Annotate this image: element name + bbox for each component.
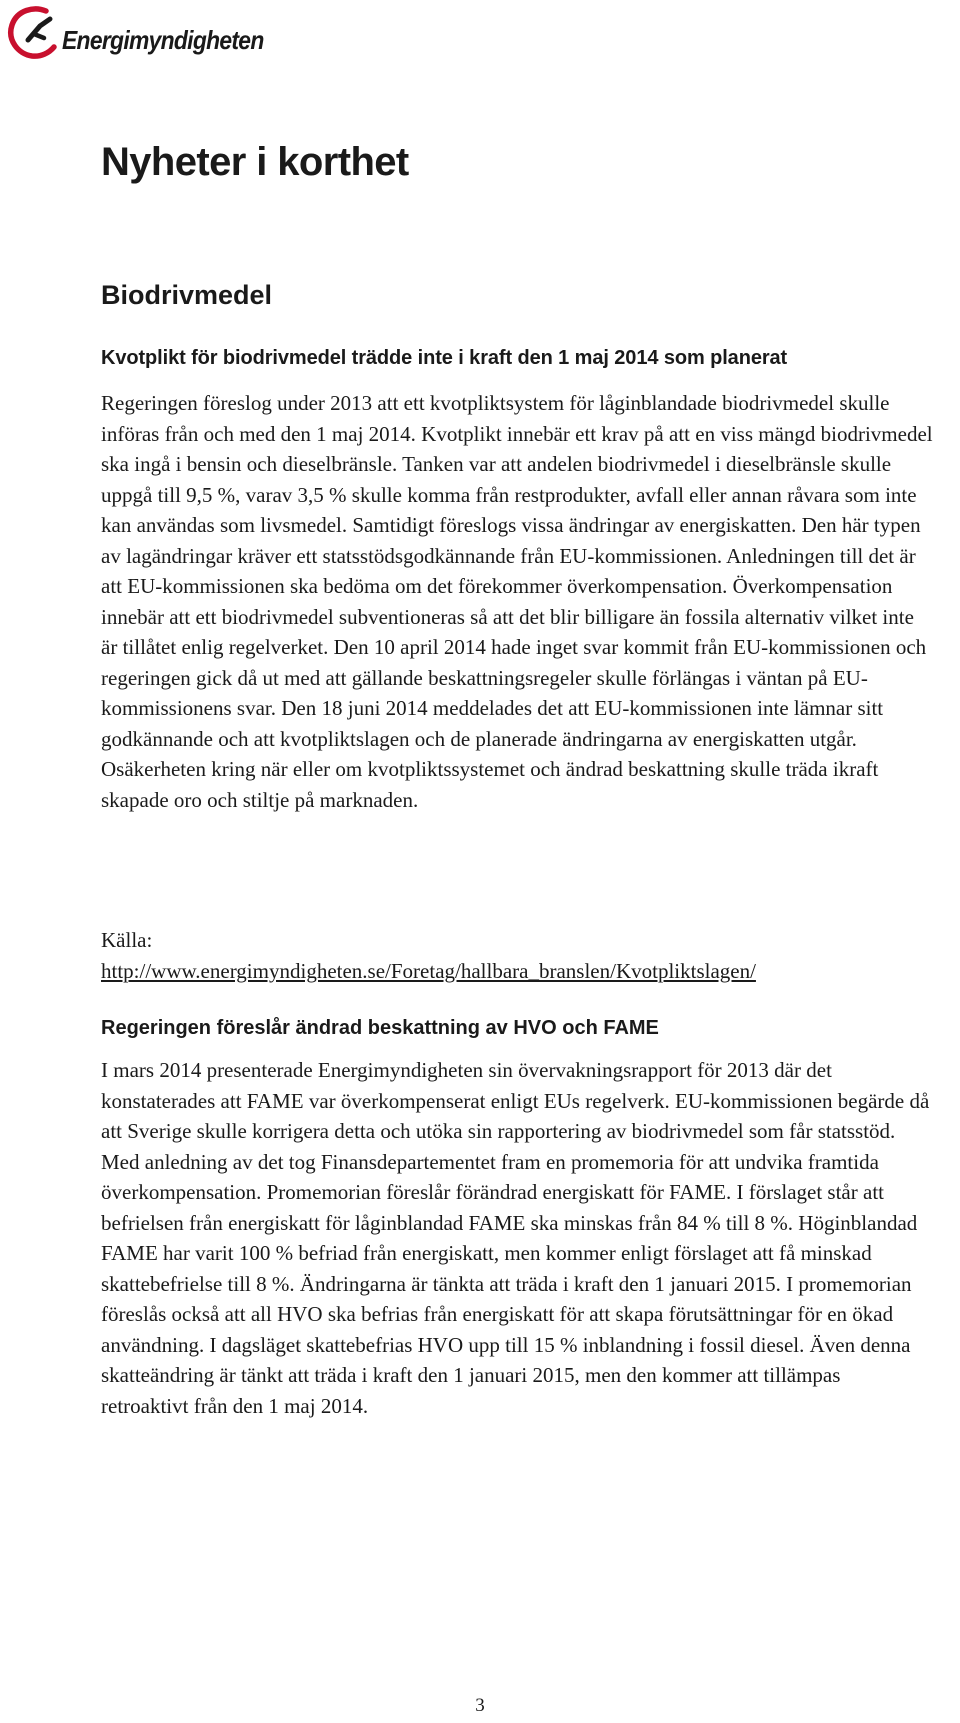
logo: [6, 4, 291, 62]
article2-body: I mars 2014 presenterade Energimyndigheten sin övervakningsrapport för 2013 där det konstaterades att FAME var överkompenserat enligt EUs regelverk. EU-kommissionen begärde då att Sverige skulle korrigera detta och utöka sin rapportering av biodrivmedel som får statsstöd. Med anledning av det tog Finansdepartementet fram en promemoria för att undvika framtida överkompensation. Promemorian föreslår förändrad energiskatt för FAME. I förslaget står att befrielsen från energiskatt för låginblandad FAME ska minskas från 84 % till 8 %. Höginblandad FAME har varit 100 % befriad från energiskatt, men kommer enligt förslaget att få minskad skattebefrielse till 8 %. Ändringarna är tänkta att träda i kraft den 1 januari 2015. I promemorian föreslås också att all HVO ska befrias från energiskatt för att skapa förutsättningar för en ökad användning. I dagsläget skattebefrias HVO upp till 15 % inblandning i fossil diesel. Även denna skatteändring är tänkt att träda i kraft den 1 januari 2015, men den kommer att tillämpas retroaktivt från den 1 maj 2014.: [101, 1058, 930, 1418]
article2-heading: Regeringen föreslår ändrad beskattning av HVO och FAME: [101, 1017, 659, 1039]
page-title: Nyheter i korthet: [101, 140, 409, 184]
source-label: Källa:: [101, 928, 153, 952]
article1-body: Regeringen föreslog under 2013 att ett kvotpliktsystem för låginblandade biodrivmedel skulle införas från och med den 1 maj 2014. Kvotplikt innebär ett krav på att en viss mängd biodrivmedel ska ingå i bensin och dieselbränsle. Tanken var att andelen biodrivmedel i dieselbränsle skulle uppgå till 9,5 %, varav 3,5 % skulle komma från restprodukter, avfall eller annan råvara som inte kan användas som livsmedel. Samtidigt föreslogs vissa ändringar av energiskatten. Den här typen av lagändringar kräver ett statsstödsgodkännande från EU-kommissionen. Anledningen till det är att EU-kommissionen ska bedöma om det förekommer överkompensation. Överkompensation innebär att ett biodrivmedel subventioneras så att det blir billigare än fossila alternativ vilket inte är tillåtet enlig regelverket. Den 10 april 2014 hade inget svar kommit från EU-kommissionen och regeringen gick då ut med att gällande beskattningsregeler skulle förlängas i väntan på EU-kommissionens svar. Den 18 juni 2014 meddelades det att EU-kommissionen inte lämnar sitt godkännande och att kvotpliktslagen och de planerade ändringarna av energiskatten utgår. Osäkerheten kring när eller om kvotpliktssystemet och ändrad beskattning skulle träda ikraft skapade oro och stiltje på marknaden.: [101, 391, 933, 812]
section-title: Biodrivmedel: [101, 280, 273, 310]
article1-heading: Kvotplikt för biodrivmedel trädde inte i kraft den 1 maj 2014 som planerat: [101, 347, 788, 369]
energimyndigheten-logo-icon: [6, 4, 60, 62]
page-number: 3: [475, 1695, 485, 1716]
logo-wordmark: Energimyndigheten: [62, 24, 264, 55]
source-link[interactable]: http://www.energimyndigheten.se/Foretag/hallbara_branslen/Kvotpliktslagen/: [101, 959, 756, 983]
